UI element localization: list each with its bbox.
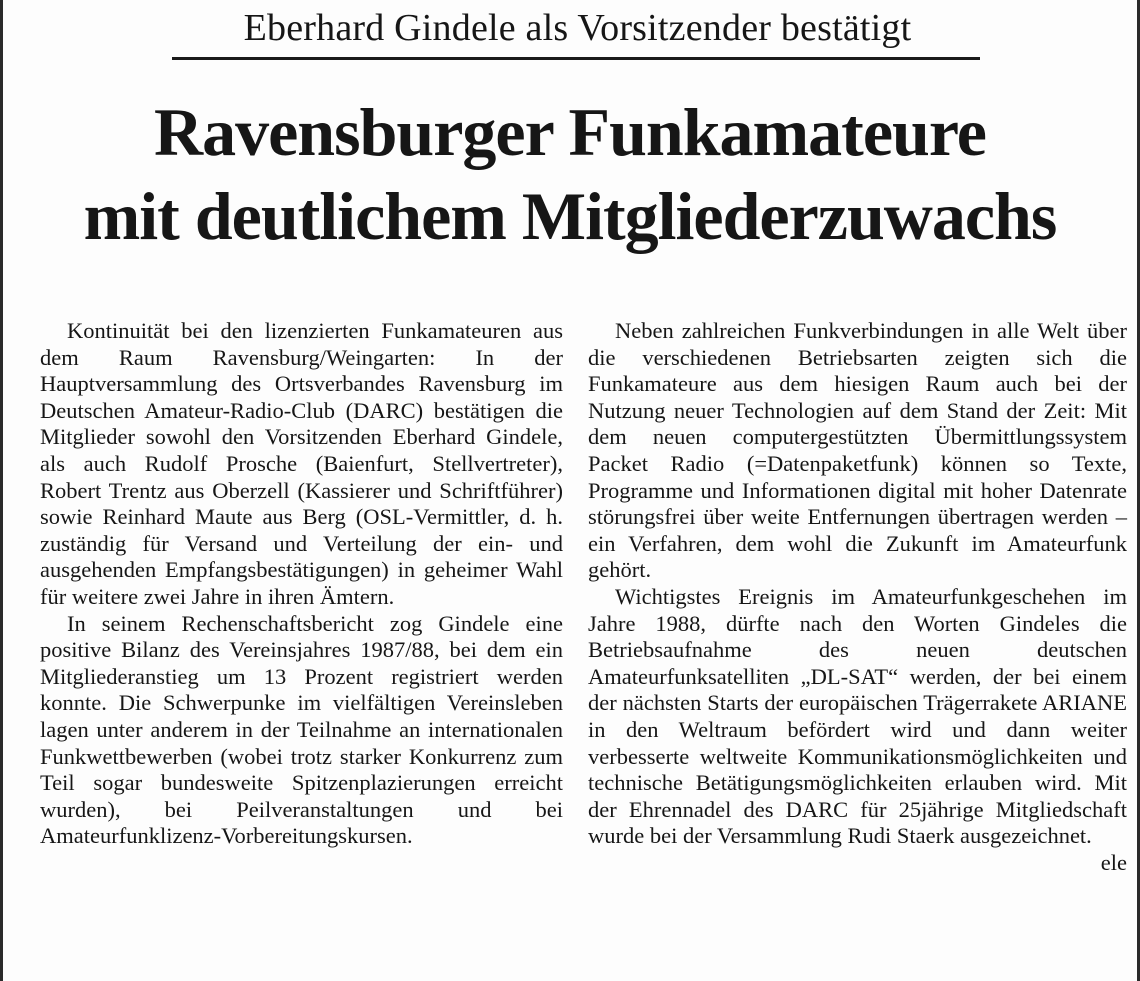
left-border bbox=[0, 0, 3, 981]
headline-line-1: Ravensburger Funkamateure bbox=[154, 94, 986, 170]
kicker-underline bbox=[172, 57, 980, 60]
left-paragraph-1: Kontinuität bei den lizenzierten Funkamateuren aus dem Raum Ravensburg/Weingarten: In der Hauptversammlung des Ortsverbandes Ravensburg im Deutschen Amateur-Radio-Club (DARC) bestätigen die Mitglieder sowohl den Vorsitzenden Eberhard Gindele, als auch Rudolf Prosche (Baienfurt, Stellvertreter), Robert Trentz aus Oberzell (Kassierer und Schriftführer) sowie Reinhard Maute aus Berg (OSL-Vermittler, d. h. zuständig für Versand und Verteilung der ein- und ausgehenden Empfangsbestätigungen) in geheimer Wahl für weitere zwei Jahre in ihren Ämtern. bbox=[40, 318, 563, 609]
author-signature: ele bbox=[1100, 849, 1127, 875]
headline-line-2: mit deutlichem Mitgliederzuwachs bbox=[83, 178, 1057, 254]
right-column bbox=[588, 318, 1127, 876]
right-paragraph-2: Wichtigstes Ereignis im Amateurfunkgeschehen im Jahre 1988, dürfte nach den Worten Gindeles die Betriebsaufnahme des neuen deutschen Amateurfunksatelliten „DL-SAT“ werden, der bei einem der nächsten Starts der europäischen Trägerrakete ARIANE in den Weltraum befördert wird und dann weiter verbesserte weltweite Kommunikationsmöglichkeiten und technische Betätigungsmöglichkeiten erlauben wird. Mit der Ehrennadel des DARC für 25jährige Mitgliedschaft wurde bei der Versammlung Rudi Staerk ausgezeichnet. bbox=[588, 583, 1127, 849]
kicker-line: Eberhard Gindele als Vorsitzender bestätigt bbox=[243, 7, 912, 49]
right-paragraph-1: Neben zahlreichen Funkverbindungen in alle Welt über die verschiedenen Betriebsarten zeigten sich die Funkamateure aus dem hiesigen Raum auch bei der Nutzung neuer Technologien auf dem Stand der Zeit: Mit dem neuen computergestützten Übermittlungssystem Packet Radio (=Datenpaketfunk) können so Texte, Programme und Informationen digital mit hoher Datenrate störungsfrei über weite Entfernungen übertragen werden – ein Verfahren, dem wohl die Zukunft im Amateurfunk gehört. bbox=[588, 318, 1127, 583]
headline bbox=[20, 90, 1120, 258]
left-paragraph-2: In seinem Rechenschaftsbericht zog Gindele eine positive Bilanz des Vereinsjahres 1987/88, bei dem ein Mitgliederanstieg um 13 Prozent registriert werden konnte. Die Schwerpunke im vielfältigen Vereinsleben lagen unter anderem in der Teilnahme an internationalen Funkwettbewerben (wobei trotz starker Konkurrenz zum Teil sogar bundesweite Spitzenplazierungen erreicht wurden), bei Peilveranstaltungen und bei Amateurfunklizenz-Vorbereitungskursen. bbox=[40, 610, 563, 849]
left-column bbox=[40, 318, 563, 850]
